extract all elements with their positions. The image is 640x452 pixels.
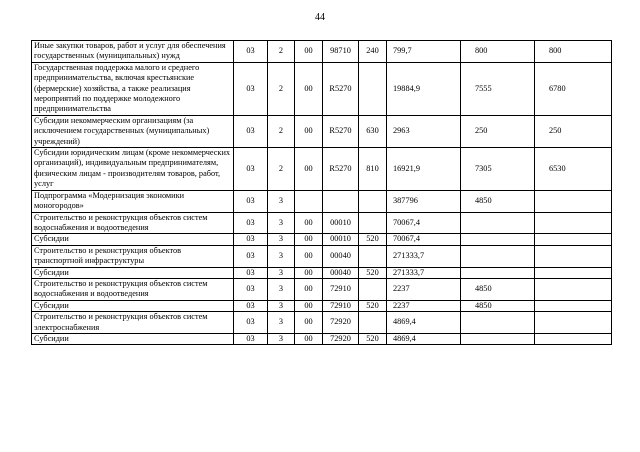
row-expense-type-code [359,245,387,267]
row-target-article-code: 72910 [323,278,359,300]
row-amount-year2: 7305 [461,148,535,191]
row-expense-type-code: 630 [359,115,387,147]
row-amount-year3 [535,267,612,278]
row-program-code: 00 [295,148,323,191]
row-name: Строительство и реконструкция объектов систем водоснабжения и водоотведения [32,212,234,234]
row-program-code: 00 [295,62,323,115]
table-row [32,212,612,234]
row-name: Субсидии некоммерческим организациям (за исключением государственных (муниципальных) учреждений) [32,115,234,147]
row-amount-year1: 2963 [387,115,461,147]
row-section-code: 03 [234,212,268,234]
row-name: Субсидии [32,300,234,311]
row-expense-type-code: 810 [359,148,387,191]
row-section-code: 03 [234,148,268,191]
row-amount-year2: 4850 [461,300,535,311]
row-subsection-code: 3 [268,212,295,234]
row-program-code: 00 [295,333,323,344]
row-program-code: 00 [295,234,323,245]
row-amount-year2 [461,245,535,267]
row-expense-type-code: 520 [359,333,387,344]
row-target-article-code: 72920 [323,333,359,344]
row-amount-year2: 7555 [461,62,535,115]
row-name: Строительство и реконструкция объектов систем электроснабжения [32,312,234,334]
row-program-code: 00 [295,278,323,300]
row-expense-type-code: 520 [359,267,387,278]
row-amount-year1: 4869,4 [387,312,461,334]
row-program-code: 00 [295,41,323,63]
row-section-code: 03 [234,267,268,278]
row-expense-type-code: 520 [359,234,387,245]
row-section-code: 03 [234,234,268,245]
table-row [32,148,612,191]
table-row [32,300,612,311]
row-name: Субсидии юридическим лицам (кроме некоммерческих организаций), индивидуальным предпринимателям, физическим лицам - производителям товаров, работ, услуг [32,148,234,191]
row-amount-year1: 387796 [387,190,461,212]
row-target-article-code: 00010 [323,234,359,245]
row-amount-year3: 6780 [535,62,612,115]
row-section-code: 03 [234,190,268,212]
row-amount-year3 [535,333,612,344]
row-amount-year3 [535,234,612,245]
row-amount-year2 [461,312,535,334]
row-target-article-code: 98710 [323,41,359,63]
row-name: Подпрограмма «Модернизация экономики моногородов» [32,190,234,212]
table-row [32,312,612,334]
row-target-article-code: 72920 [323,312,359,334]
row-expense-type-code: 240 [359,41,387,63]
row-amount-year3 [535,300,612,311]
row-amount-year1: 70067,4 [387,212,461,234]
row-subsection-code: 3 [268,278,295,300]
row-expense-type-code [359,62,387,115]
row-target-article-code: 00040 [323,245,359,267]
row-target-article-code: 00010 [323,212,359,234]
row-name: Субсидии [32,333,234,344]
row-subsection-code: 2 [268,62,295,115]
row-program-code: 00 [295,267,323,278]
row-amount-year2: 4850 [461,278,535,300]
table-row [32,115,612,147]
row-subsection-code: 2 [268,41,295,63]
row-program-code [295,190,323,212]
row-subsection-code: 2 [268,115,295,147]
row-subsection-code: 3 [268,234,295,245]
table-row [32,41,612,63]
row-amount-year1: 271333,7 [387,245,461,267]
row-amount-year1: 70067,4 [387,234,461,245]
row-amount-year2: 800 [461,41,535,63]
row-section-code: 03 [234,333,268,344]
row-amount-year2 [461,333,535,344]
row-program-code: 00 [295,245,323,267]
row-target-article-code [323,190,359,212]
row-subsection-code: 2 [268,148,295,191]
row-amount-year1: 4869,4 [387,333,461,344]
budget-table-body [32,41,612,345]
row-section-code: 03 [234,62,268,115]
row-amount-year3 [535,245,612,267]
row-target-article-code: R5270 [323,115,359,147]
row-expense-type-code [359,212,387,234]
row-program-code: 00 [295,300,323,311]
row-amount-year3 [535,278,612,300]
table-row [32,278,612,300]
row-subsection-code: 3 [268,300,295,311]
table-row [32,234,612,245]
page-number: 44 [315,12,325,23]
row-amount-year3 [535,312,612,334]
row-name: Строительство и реконструкция объектов транспортной инфраструктуры [32,245,234,267]
row-amount-year1: 19884,9 [387,62,461,115]
row-name: Строительство и реконструкция объектов систем водоснабжения и водоотведения [32,278,234,300]
table-row [32,267,612,278]
row-amount-year2 [461,234,535,245]
row-amount-year1: 16921,9 [387,148,461,191]
row-amount-year2: 4850 [461,190,535,212]
row-section-code: 03 [234,115,268,147]
row-amount-year1: 2237 [387,300,461,311]
row-amount-year2 [461,212,535,234]
row-section-code: 03 [234,245,268,267]
row-amount-year3: 800 [535,41,612,63]
row-subsection-code: 3 [268,333,295,344]
row-target-article-code: R5270 [323,62,359,115]
row-name: Субсидии [32,267,234,278]
row-program-code: 00 [295,312,323,334]
row-amount-year3 [535,212,612,234]
row-amount-year2: 250 [461,115,535,147]
row-program-code: 00 [295,115,323,147]
row-amount-year1: 2237 [387,278,461,300]
row-subsection-code: 3 [268,267,295,278]
row-name: Государственная поддержка малого и среднего предпринимательства, включая крестьянские (фермерские) хозяйства, а также реализация мероприятий по поддержке молодежного предпринимательства [32,62,234,115]
row-amount-year1: 799,7 [387,41,461,63]
row-amount-year2 [461,267,535,278]
budget-table [31,40,612,345]
row-amount-year3: 250 [535,115,612,147]
row-amount-year3 [535,190,612,212]
row-expense-type-code [359,312,387,334]
table-row [32,62,612,115]
table-row [32,190,612,212]
row-program-code: 00 [295,212,323,234]
row-target-article-code: 72910 [323,300,359,311]
row-expense-type-code [359,190,387,212]
row-section-code: 03 [234,278,268,300]
row-subsection-code: 3 [268,245,295,267]
row-section-code: 03 [234,312,268,334]
row-target-article-code: R5270 [323,148,359,191]
row-amount-year1: 271333,7 [387,267,461,278]
table-row [32,333,612,344]
row-name: Иные закупки товаров, работ и услуг для обеспечения государственных (муниципальных) нужд [32,41,234,63]
table-row [32,245,612,267]
row-section-code: 03 [234,300,268,311]
row-section-code: 03 [234,41,268,63]
row-subsection-code: 3 [268,312,295,334]
row-subsection-code: 3 [268,190,295,212]
row-expense-type-code: 520 [359,300,387,311]
row-name: Субсидии [32,234,234,245]
row-target-article-code: 00040 [323,267,359,278]
row-amount-year3: 6530 [535,148,612,191]
row-expense-type-code [359,278,387,300]
